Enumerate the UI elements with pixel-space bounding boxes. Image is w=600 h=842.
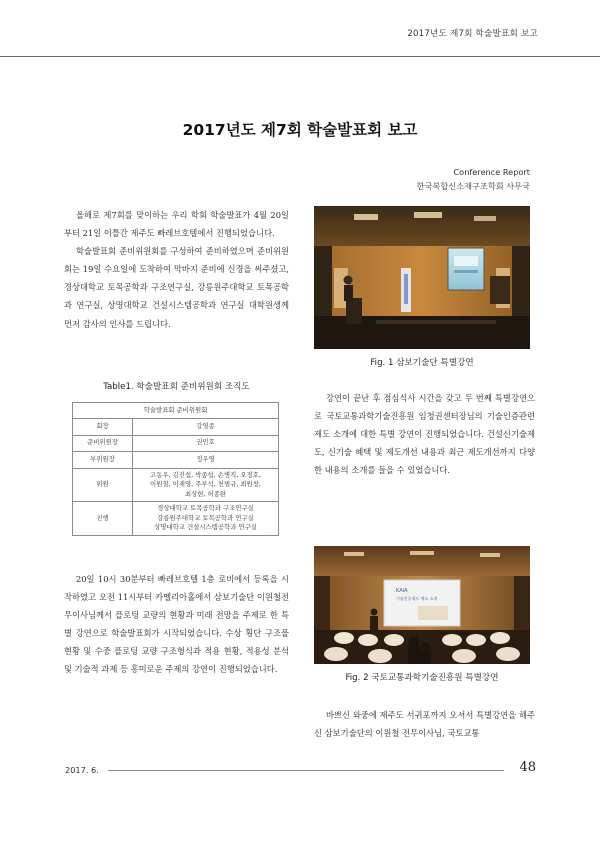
table-row — [73, 435, 279, 452]
slide-title: KAIA — [396, 588, 408, 594]
table-row — [73, 468, 279, 502]
paragraph: 바쁘신 와중에 제주도 서귀포까지 오셔서 특별강연을 해주신 삼보기술단의 이원철 전무이사님, 국토교통 — [314, 710, 535, 739]
footer-date: 2017. 6. — [65, 765, 99, 775]
paragraph: 학술발표회 준비위원회를 구성하여 준비하였으며 준비위원회는 19일 수요일에 도착하여 막바지 준비에 신경을 써주셨고, 경상대학교 토목공학과 구조연구실, 강릉원주대학교 토목공학과 연구실, 상명대학교 건설시스템공학과 연구실 대학원생께 먼저 감사의 인사를 드립니다. — [64, 246, 289, 329]
committee-table — [72, 402, 279, 536]
byline — [417, 165, 530, 193]
table-members-cell — [133, 502, 279, 536]
running-header: 2017년도 제7회 학술발표회 보고 — [407, 29, 538, 39]
table-row — [73, 419, 279, 436]
body-left-bottom — [64, 570, 289, 679]
photo-special-lecture-1 — [314, 206, 530, 349]
member-line: 최상현, 허종완 — [184, 489, 227, 498]
page-number: 48 — [519, 760, 536, 775]
slide-subtitle: 기술인증제도 제도 소개 — [396, 596, 438, 601]
member-line: 상명대학교 건설시스템공학과 연구실 — [154, 523, 257, 532]
footer-rule — [108, 770, 504, 771]
article-title: 2017년도 제7회 학술발표회 보고 — [182, 121, 418, 139]
table-header: 학술발표회 준비위원회 — [73, 403, 279, 419]
table-role-cell: 진행 — [73, 502, 133, 536]
article-category: Conference Report — [453, 167, 530, 177]
photo-special-lecture-2 — [314, 546, 530, 664]
member-line: 강릉원주대학교 토목공학과 연구실 — [157, 513, 254, 522]
figure-2-caption: Fig. 2 국토교통과학기술진흥원 특별강연 — [345, 673, 499, 683]
body-left-top — [64, 206, 289, 333]
table-caption: Table1. 학술발표회 준비위원회 조직도 — [103, 382, 250, 392]
body-right-bottom — [314, 706, 535, 742]
member-line: 경상대학교 토목공학과 구조연구실 — [157, 504, 254, 513]
body-right-top — [314, 389, 535, 479]
table-role-cell: 준비위원장 — [73, 435, 133, 452]
paragraph: 강연이 끝난 후 점심식사 시간을 갖고 두 번째 특별강연으로 국토교통과학기술진흥원 임청권센터장님의 기술인증관련 제도 소개에 대한 특별 강연이 진행되었습니다. 건설신기술제도, 신기술 혜택 및 제도개선 내용과 최근 제도개선까지 다양한 내용의 소개를 들을 수 있었습니다. — [314, 393, 535, 476]
table-row — [73, 452, 279, 469]
paragraph: 올해로 제7회를 맞이하는 우리 학회 학술발표가 4월 20일부터 21일 이틀간 제주도 빠레브호텔에서 진행되었습니다. — [64, 210, 289, 239]
table-members-cell — [133, 468, 279, 502]
table-header-row — [73, 403, 279, 419]
table-role-cell: 부위원장 — [73, 452, 133, 469]
article-author: 한국복합신소재구조학회 사무국 — [416, 181, 530, 191]
header-rule — [0, 56, 600, 57]
table-members-cell: 정우영 — [133, 452, 279, 469]
table-role-cell: 위원 — [73, 468, 133, 502]
member-line: 이원철, 이재영, 주부석, 천범규, 최원창, — [150, 480, 261, 489]
paragraph: 20일 10시 30분부터 빠레브호텔 1층 로비에서 등록을 시작하였고 오전 11시부터 카멜리아홀에서 삼보기술단 이원철전무이사님께서 플로팅 교량의 현황과 미래 전망을 주제로 한 특별 강연으로 학술발표회가 시작되었습니다. 수상 횡단 구조물 현황 및 수중 플로팅 교량 구조형식과 적용 현황, 적용성 분석 및 기술적 과제 등 흥미로운 주제의 강연이 진행되었습니다. — [64, 574, 289, 675]
table-role-cell: 회장 — [73, 419, 133, 436]
table-members-cell: 강영종 — [133, 419, 279, 436]
member-line: 고동우, 김진섭, 박종섭, 손병직, 오정호, — [150, 470, 261, 479]
photo-lecture-hall-2 — [314, 546, 530, 664]
table-members-cell: 권민호 — [133, 435, 279, 452]
figure-1-caption: Fig. 1 삼보기술단 특별강연 — [370, 358, 474, 368]
table-row — [73, 502, 279, 536]
photo-lecture-hall-1 — [314, 206, 530, 349]
